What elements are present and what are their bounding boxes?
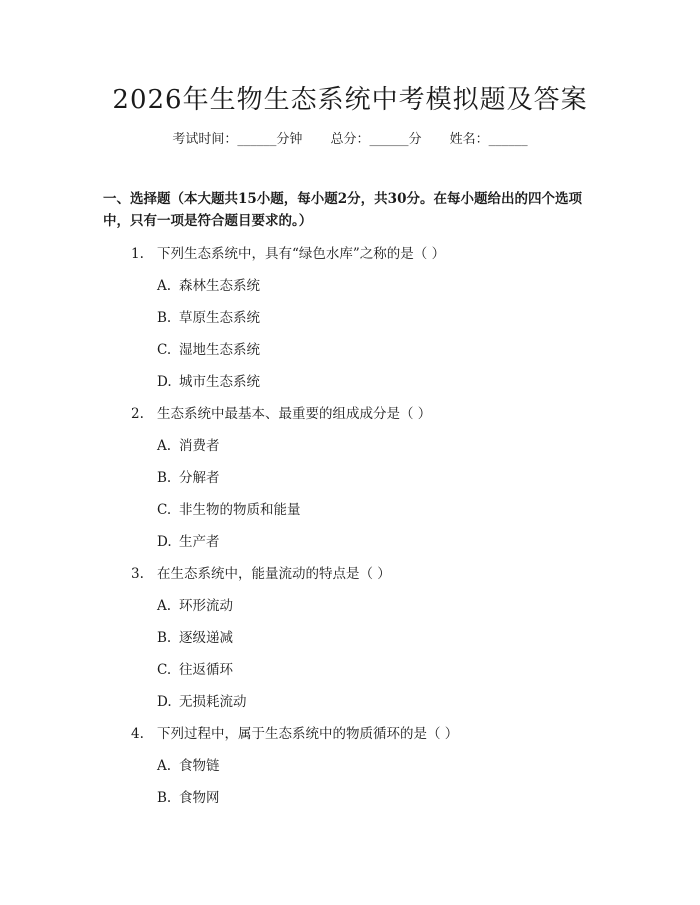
- section-heading: 一、选择题（本大题共15小题，每小题2分，共30分。在每小题给出的四个选项中，只有一项是符合题目要求的。）: [103, 191, 582, 229]
- question-3: [131, 564, 601, 584]
- option-text: 非生物的物质和能量: [179, 502, 301, 518]
- option-text: 逐级递减: [179, 630, 233, 646]
- question-4: [131, 724, 601, 744]
- question-text: 下列生态系统中，具有“绿色水库”之称的是（ ）: [157, 246, 446, 262]
- option-letter: A.: [157, 598, 172, 614]
- option-letter: C.: [157, 662, 172, 678]
- option-1c: [157, 340, 597, 360]
- option-text: 无损耗流动: [179, 694, 247, 710]
- option-letter: A.: [157, 758, 172, 774]
- option-letter: A.: [157, 278, 172, 294]
- option-text: 环形流动: [179, 598, 233, 614]
- question-number: 1.: [131, 246, 144, 262]
- option-3a: [157, 596, 597, 616]
- option-text: 生产者: [179, 534, 220, 550]
- question-text: 在生态系统中，能量流动的特点是（ ）: [157, 566, 391, 582]
- option-letter: D.: [157, 694, 172, 710]
- total-score-field: 总分：______分: [330, 132, 422, 147]
- exam-meta: [0, 130, 700, 150]
- option-text: 城市生态系统: [179, 374, 260, 390]
- option-text: 往返循环: [179, 662, 233, 678]
- option-1d: [157, 372, 597, 392]
- option-text: 分解者: [179, 470, 220, 486]
- question-text: 生态系统中最基本、最重要的组成成分是（ ）: [157, 406, 432, 422]
- student-name-field: 姓名：______: [449, 132, 528, 147]
- question-number: 3.: [131, 566, 144, 582]
- option-letter: C.: [157, 342, 172, 358]
- option-2a: [157, 436, 597, 456]
- option-letter: B.: [157, 310, 172, 326]
- option-1b: [157, 308, 597, 328]
- option-3b: [157, 628, 597, 648]
- exam-time-field: 考试时间：______分钟: [172, 132, 303, 147]
- option-2d: [157, 532, 597, 552]
- option-text: 森林生态系统: [179, 278, 260, 294]
- option-letter: A.: [157, 438, 172, 454]
- option-letter: B.: [157, 470, 172, 486]
- option-2c: [157, 500, 597, 520]
- option-3c: [157, 660, 597, 680]
- option-3d: [157, 692, 597, 712]
- option-letter: C.: [157, 502, 172, 518]
- option-letter: D.: [157, 534, 172, 550]
- option-text: 食物网: [179, 790, 220, 806]
- option-2b: [157, 468, 597, 488]
- option-4b: [157, 788, 597, 808]
- option-4a: [157, 756, 597, 776]
- option-1a: [157, 276, 597, 296]
- question-1: [131, 244, 601, 264]
- option-text: 食物链: [179, 758, 220, 774]
- option-letter: D.: [157, 374, 172, 390]
- option-text: 消费者: [179, 438, 220, 454]
- option-letter: B.: [157, 630, 172, 646]
- option-letter: B.: [157, 790, 172, 806]
- question-number: 2.: [131, 406, 144, 422]
- question-text: 下列过程中，属于生态系统中的物质循环的是（ ）: [157, 726, 459, 742]
- option-text: 湿地生态系统: [179, 342, 260, 358]
- question-number: 4.: [131, 726, 144, 742]
- option-text: 草原生态系统: [179, 310, 260, 326]
- question-2: [131, 404, 601, 424]
- page-title: 2026年生物生态系统中考模拟题及答案: [112, 85, 588, 115]
